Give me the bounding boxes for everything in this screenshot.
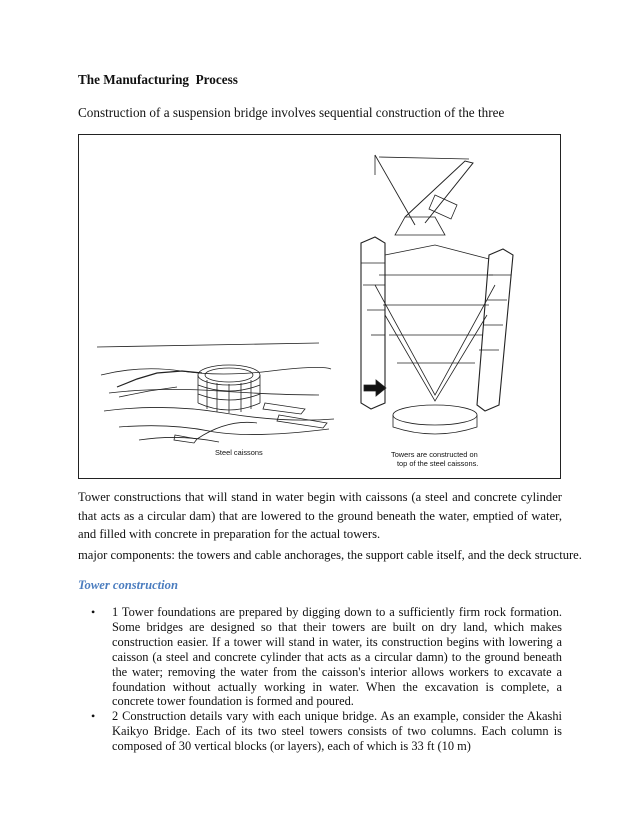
- subheading-tower-construction: Tower construction: [78, 578, 178, 592]
- list-item: [78, 605, 562, 709]
- paragraph-components: major components: the towers and cable anchorages, the support cable itself, and the deck structure.: [78, 548, 582, 562]
- caption-steel-caissons: Steel caissons: [215, 448, 263, 457]
- list-item: [78, 709, 562, 754]
- paragraph-caissons: Tower constructions that will stand in water begin with caissons (a steel and concrete cylinder that acts as a circular dam) that are lowered to the ground beneath the water, emptied of water, and filled with concrete in preparation for the actual towers.: [78, 490, 562, 541]
- bullet-list: [78, 605, 562, 754]
- caption-towers-line1: Towers are constructed on: [391, 450, 478, 459]
- caisson-tower-drawing: [79, 135, 562, 480]
- section-heading: The Manufacturing Process: [78, 72, 238, 87]
- bullet-icon: •: [91, 605, 96, 619]
- intro-text: Construction of a suspension bridge involves sequential construction of the three: [78, 105, 505, 120]
- list-item-text: 1 Tower foundations are prepared by digging down to a sufficiently firm rock formation. Some bridges are designed so that their towers are built on dry land, which makes construction easier. If a tower will stand in water, its construction begins with lowering a caisson (a steel and concrete cylinder that acts as a circular damn) to the ground beneath the water; removing the water from the caisson's interior allows workers to excavate a foundation without actually working in water. When the excavation is complete, a concrete tower foundation is formed and poured.: [112, 605, 562, 709]
- construction-illustration: [78, 134, 561, 479]
- list-item-text: 2 Construction details vary with each unique bridge. As an example, consider the Akashi Kaikyo Bridge. Each of its two steel towers consists of two columns. Each column is composed of 30 vertical blocks (or layers), each of which is 33 ft (10 m): [112, 709, 562, 754]
- caption-towers-line2: top of the steel caissons.: [397, 459, 479, 468]
- bullet-icon: •: [91, 709, 96, 724]
